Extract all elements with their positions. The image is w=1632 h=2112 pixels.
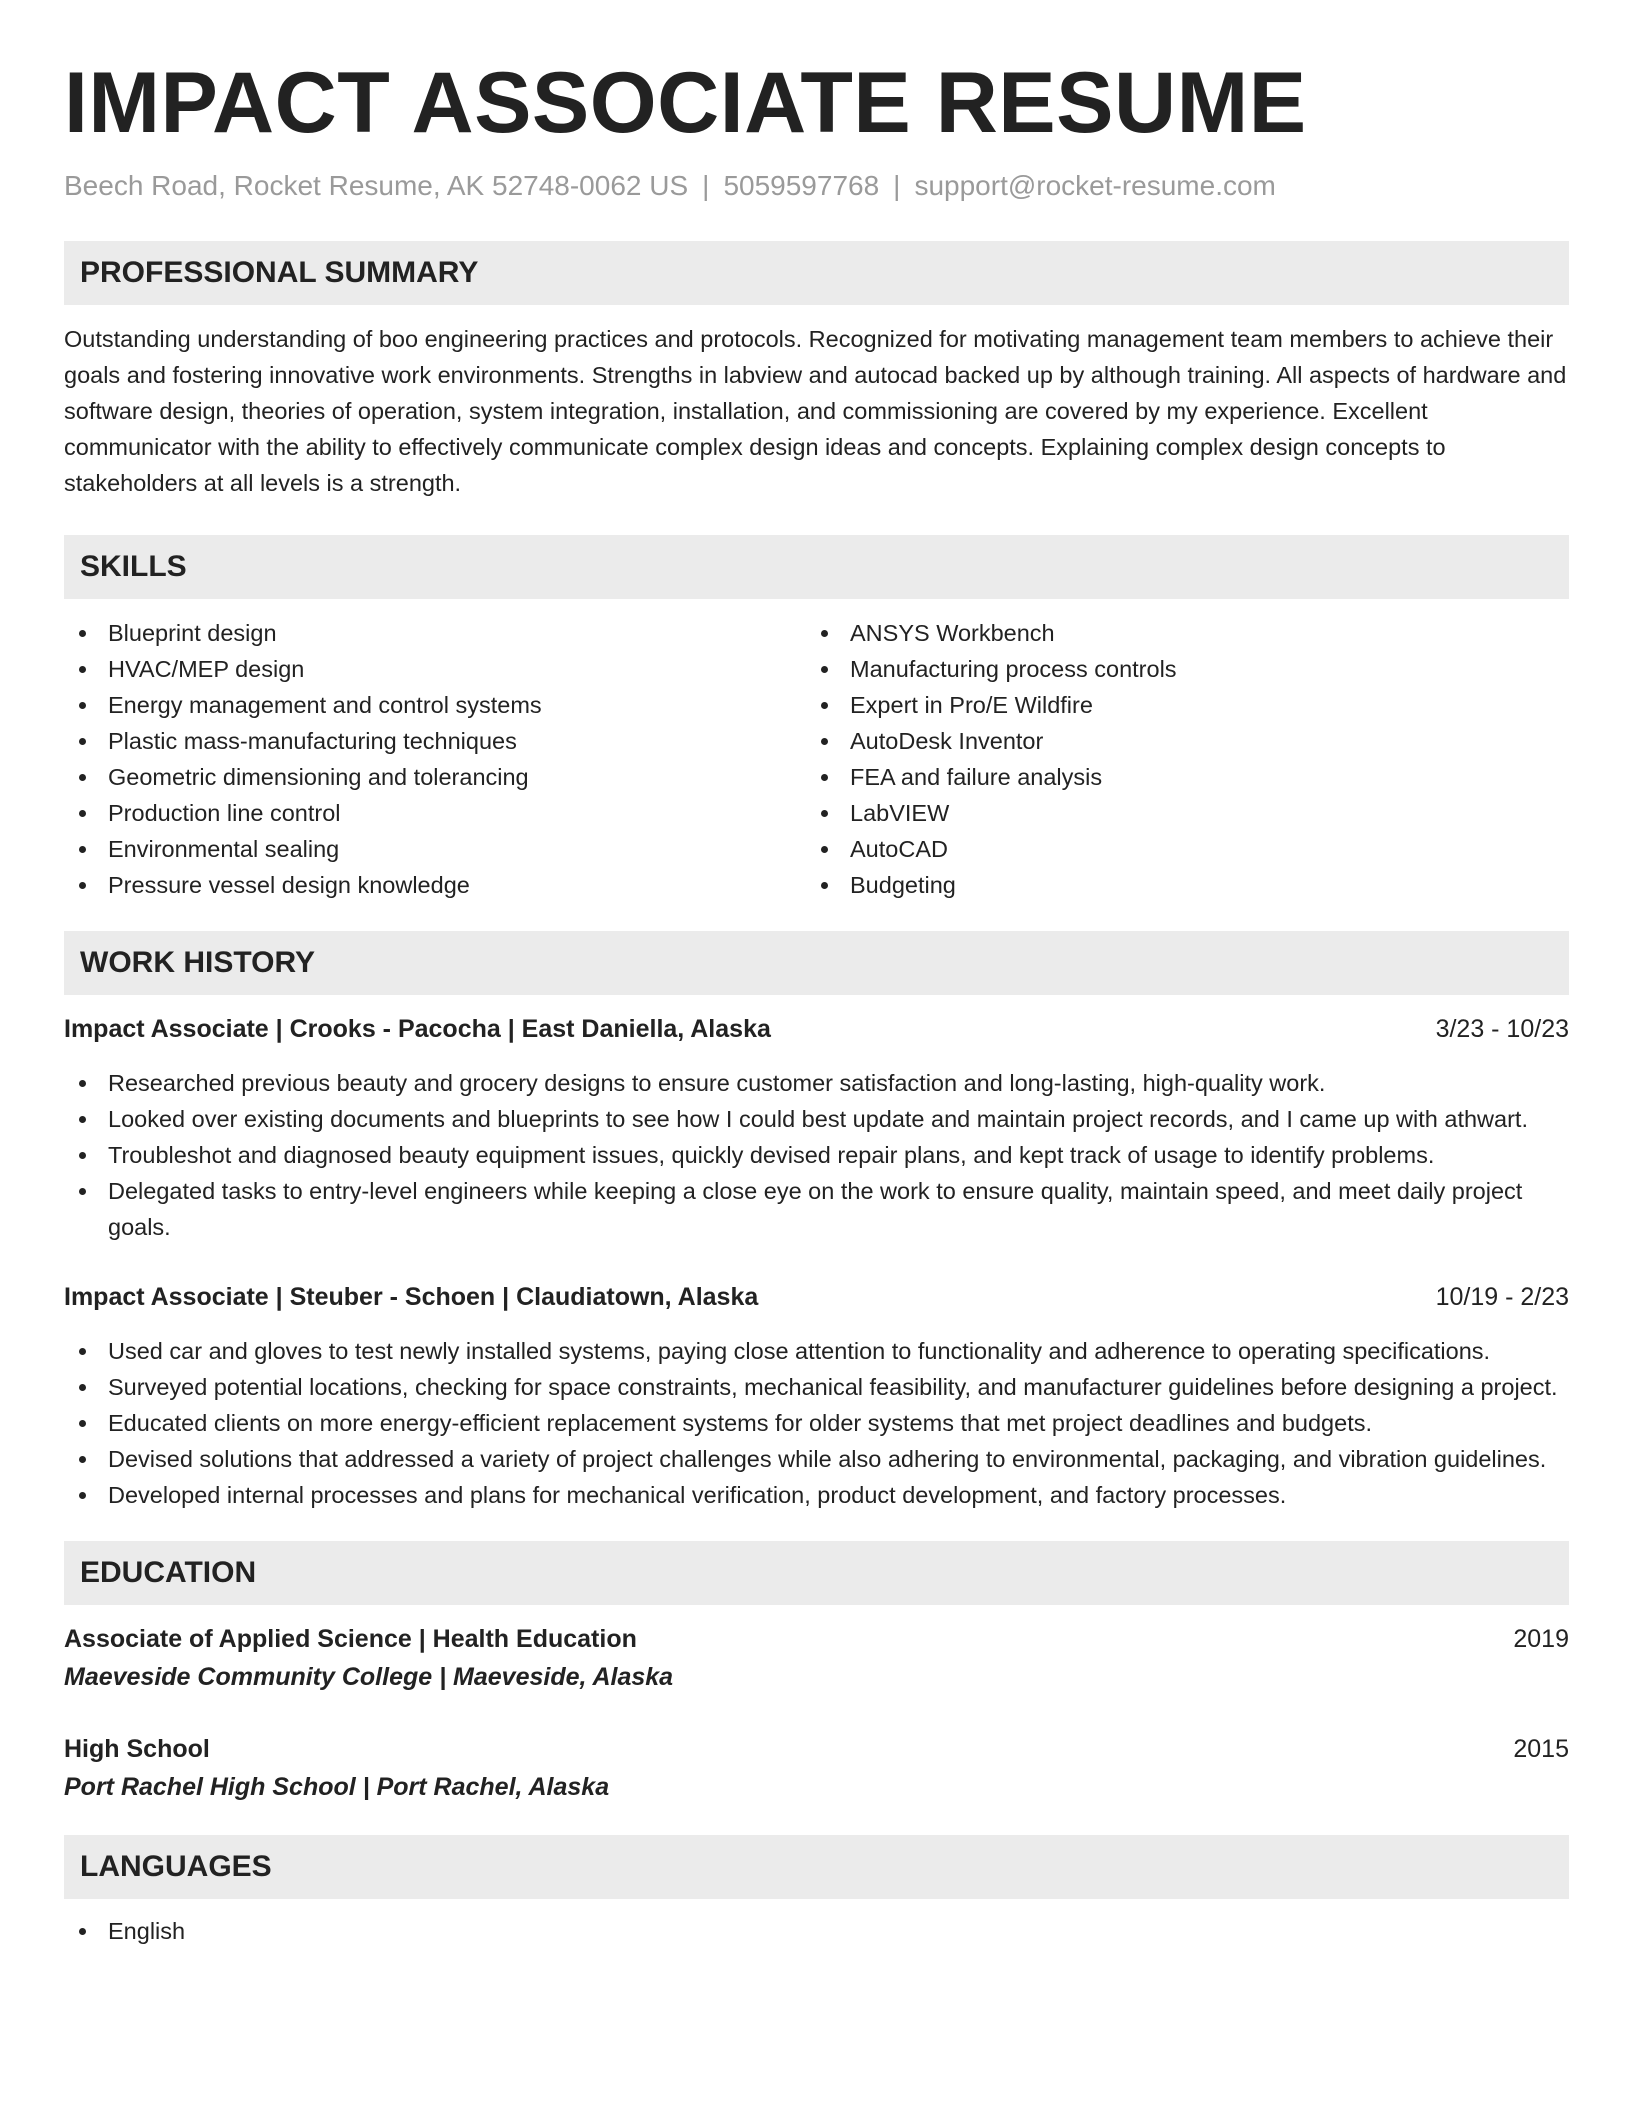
- section-heading-skills: SKILLS: [64, 535, 1569, 599]
- skill-item: Budgeting: [806, 867, 1548, 903]
- skills-column-left: [64, 615, 806, 903]
- education-list: [64, 1621, 1569, 1805]
- language-item: English: [64, 1913, 1569, 1949]
- languages-list: [64, 1913, 1569, 1949]
- degree: High School: [64, 1735, 210, 1763]
- skill-item: LabVIEW: [806, 795, 1548, 831]
- skill-item: ANSYS Workbench: [806, 615, 1548, 651]
- resume-title: IMPACT ASSOCIATE RESUME: [64, 55, 1307, 151]
- job-bullet: Researched previous beauty and grocery designs to ensure customer satisfaction and long-lasting, high-quality work.: [64, 1065, 1569, 1101]
- school: Maeveside Community College | Maeveside, Alaska: [64, 1663, 674, 1691]
- graduation-year: 2019: [1513, 1625, 1569, 1653]
- job-bullet: Troubleshot and diagnosed beauty equipment issues, quickly devised repair plans, and kept track of usage to identify problems.: [64, 1137, 1569, 1173]
- separator: |: [893, 170, 901, 201]
- section-heading-summary: PROFESSIONAL SUMMARY: [64, 241, 1569, 305]
- work-history: [64, 1011, 1569, 1513]
- education-header: [64, 1731, 1569, 1767]
- graduation-year: 2015: [1513, 1735, 1569, 1763]
- job-bullets: [64, 1065, 1569, 1245]
- address: Beech Road, Rocket Resume, AK 52748-0062 US: [64, 170, 689, 201]
- education-entry: [64, 1621, 1569, 1695]
- education-entry: [64, 1731, 1569, 1805]
- education-header: [64, 1621, 1569, 1657]
- job-title: Impact Associate | Crooks - Pacocha | East Daniella, Alaska: [64, 1015, 771, 1043]
- skill-item: Geometric dimensioning and tolerancing: [64, 759, 806, 795]
- skill-item: Expert in Pro/E Wildfire: [806, 687, 1548, 723]
- skills-column-right: [806, 615, 1548, 903]
- phone: 5059597768: [723, 170, 880, 201]
- skill-item: FEA and failure analysis: [806, 759, 1548, 795]
- skill-item: AutoDesk Inventor: [806, 723, 1548, 759]
- section-heading-languages: LANGUAGES: [64, 1835, 1569, 1899]
- job-header: [64, 1011, 1569, 1047]
- job-dates: 3/23 - 10/23: [1435, 1015, 1569, 1043]
- job-bullets: [64, 1333, 1569, 1513]
- email[interactable]: support@rocket-resume.com: [914, 170, 1276, 201]
- job-header: [64, 1279, 1569, 1315]
- skill-item: Blueprint design: [64, 615, 806, 651]
- job-bullet: Delegated tasks to entry-level engineers while keeping a close eye on the work to ensure quality, maintain speed, and meet daily project goals.: [64, 1173, 1569, 1245]
- skill-item: Production line control: [64, 795, 806, 831]
- job-entry: [64, 1011, 1569, 1245]
- job-bullet: Developed internal processes and plans for mechanical verification, product development, and factory processes.: [64, 1477, 1569, 1513]
- job-bullet: Used car and gloves to test newly installed systems, paying close attention to functionality and adherence to operating specifications.: [64, 1333, 1569, 1369]
- school: Port Rachel High School | Port Rachel, Alaska: [64, 1773, 610, 1801]
- summary-text: Outstanding understanding of boo engineering practices and protocols. Recognized for motivating management team members to achieve their goals and fostering innovative work environments. Strengths in labview and autocad backed up by although training. All aspects of hardware and software design, theories of operation, system integration, installation, and commissioning are covered by my experience. Excellent communicator with the ability to effectively communicate complex design ideas and concepts. Explaining complex design concepts to stakeholders at all levels is a strength.: [64, 326, 1567, 496]
- job-bullet: Educated clients on more energy-efficient replacement systems for older systems that met project deadlines and budgets.: [64, 1405, 1569, 1441]
- job-title: Impact Associate | Steuber - Schoen | Claudiatown, Alaska: [64, 1283, 759, 1311]
- section-heading-work: WORK HISTORY: [64, 931, 1569, 995]
- job-bullet: Devised solutions that addressed a variety of project challenges while also adhering to environmental, packaging, and vibration guidelines.: [64, 1441, 1569, 1477]
- skill-item: Plastic mass-manufacturing techniques: [64, 723, 806, 759]
- degree: Associate of Applied Science | Health Education: [64, 1625, 637, 1653]
- skill-item: Environmental sealing: [64, 831, 806, 867]
- job-entry: [64, 1279, 1569, 1513]
- skill-item: Manufacturing process controls: [806, 651, 1548, 687]
- job-dates: 10/19 - 2/23: [1435, 1283, 1569, 1311]
- separator: |: [702, 170, 710, 201]
- section-heading-education: EDUCATION: [64, 1541, 1569, 1605]
- contact-line: [64, 168, 1569, 204]
- job-bullet: Surveyed potential locations, checking for space constraints, mechanical feasibility, and manufacturer guidelines before designing a project.: [64, 1369, 1569, 1405]
- skills-list: [64, 615, 1569, 903]
- skill-item: Pressure vessel design knowledge: [64, 867, 806, 903]
- skill-item: AutoCAD: [806, 831, 1548, 867]
- skill-item: Energy management and control systems: [64, 687, 806, 723]
- job-bullet: Looked over existing documents and blueprints to see how I could best update and maintain project records, and I came up with athwart.: [64, 1101, 1569, 1137]
- skill-item: HVAC/MEP design: [64, 651, 806, 687]
